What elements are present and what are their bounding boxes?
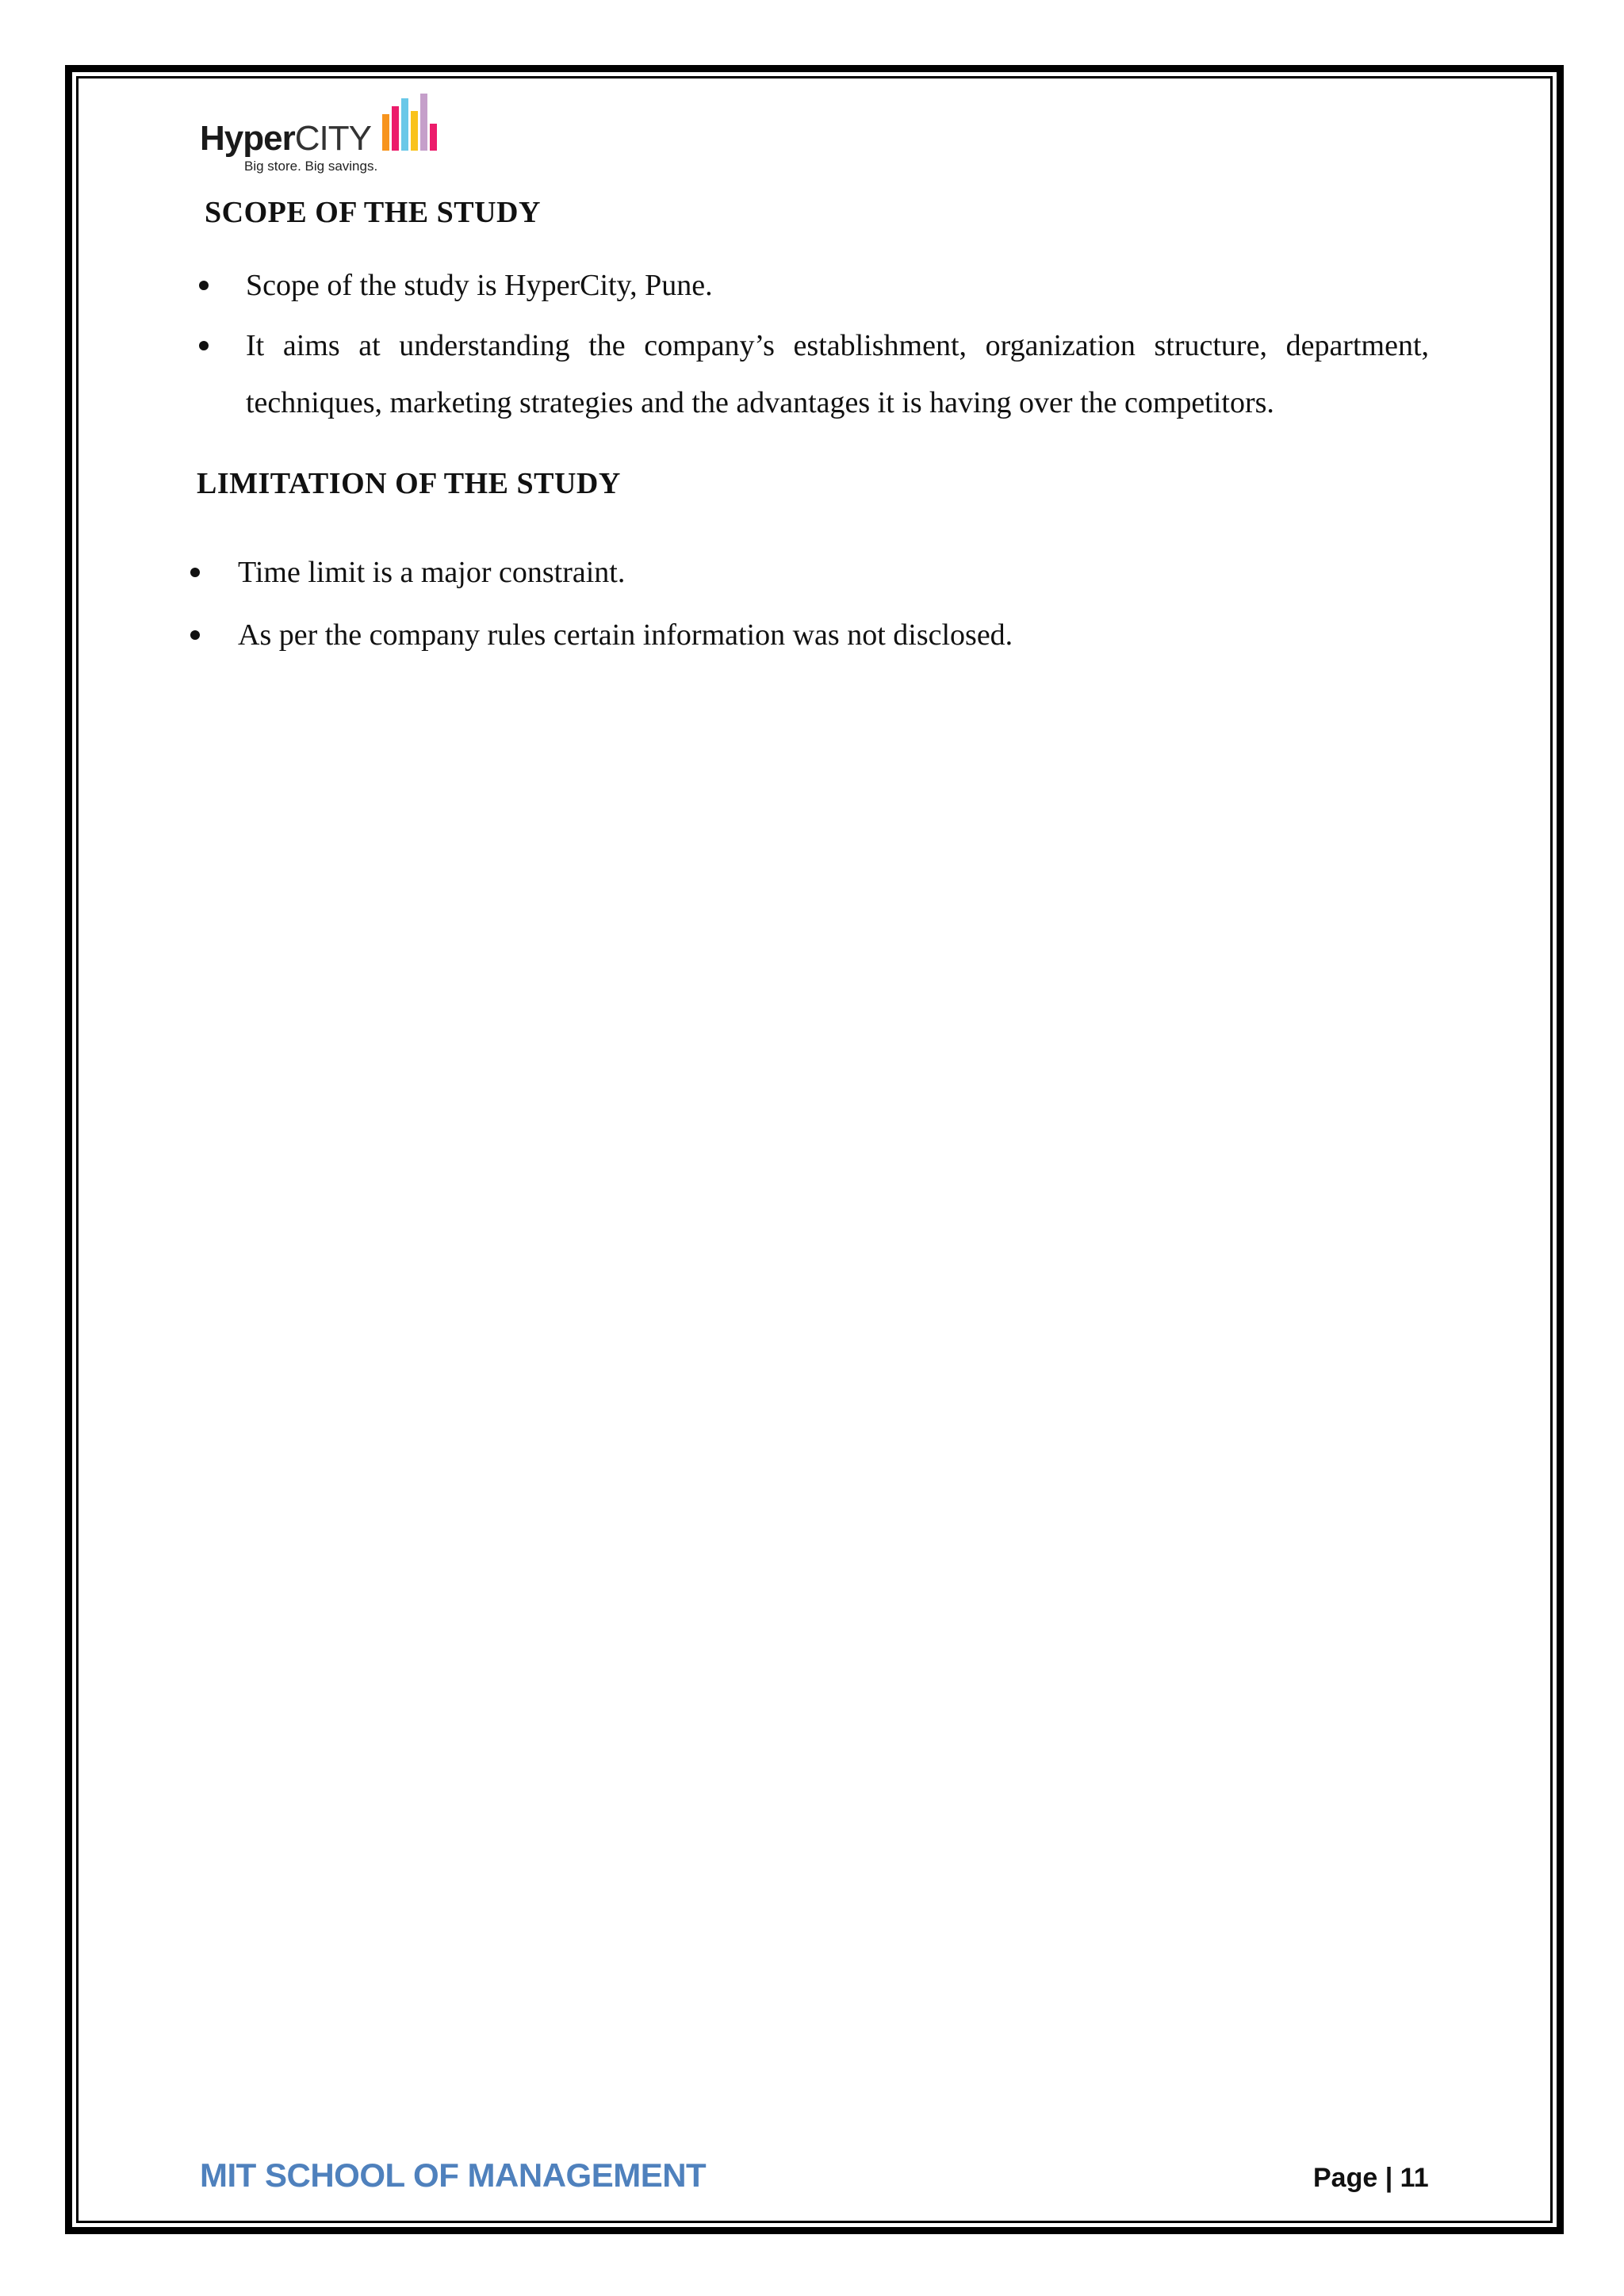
logo-bar-1	[382, 114, 389, 151]
scope-bullet-2	[199, 341, 209, 350]
logo-bar-3	[401, 98, 408, 151]
logo-bar-4	[411, 111, 418, 151]
scope-item-2-line-2: techniques, marketing strategies and the advantages it is having over the competitors.	[246, 386, 1274, 419]
footer-page-number: Page | 11	[1313, 2163, 1429, 2193]
logo-word-bold: Hyper	[200, 119, 295, 158]
logo-bar-5	[420, 94, 427, 151]
limitation-heading: LIMITATION OF THE STUDY	[197, 467, 621, 500]
logo-wordmark	[200, 119, 371, 159]
scope-heading: SCOPE OF THE STUDY	[205, 196, 541, 229]
scope-bullet-1	[199, 281, 209, 290]
scope-item-1: Scope of the study is HyperCity, Pune.	[246, 269, 713, 302]
scope-item-2-line-1: It aims at understanding the company’s establishment, organization structure, department,	[246, 329, 1429, 362]
logo-bar-6	[430, 124, 437, 151]
logo-word-light: CITY	[294, 119, 371, 158]
limitation-bullet-1	[190, 568, 200, 577]
footer-institution: MIT SCHOOL OF MANAGEMENT	[200, 2156, 707, 2194]
logo-tagline: Big store. Big savings.	[244, 159, 378, 174]
logo-bars-icon	[382, 94, 446, 151]
hypercity-logo	[200, 94, 454, 181]
logo-bar-2	[392, 106, 399, 151]
limitation-item-2: As per the company rules certain information was not disclosed.	[238, 618, 1013, 652]
limitation-bullet-2	[190, 630, 200, 640]
limitation-item-1: Time limit is a major constraint.	[238, 556, 626, 589]
